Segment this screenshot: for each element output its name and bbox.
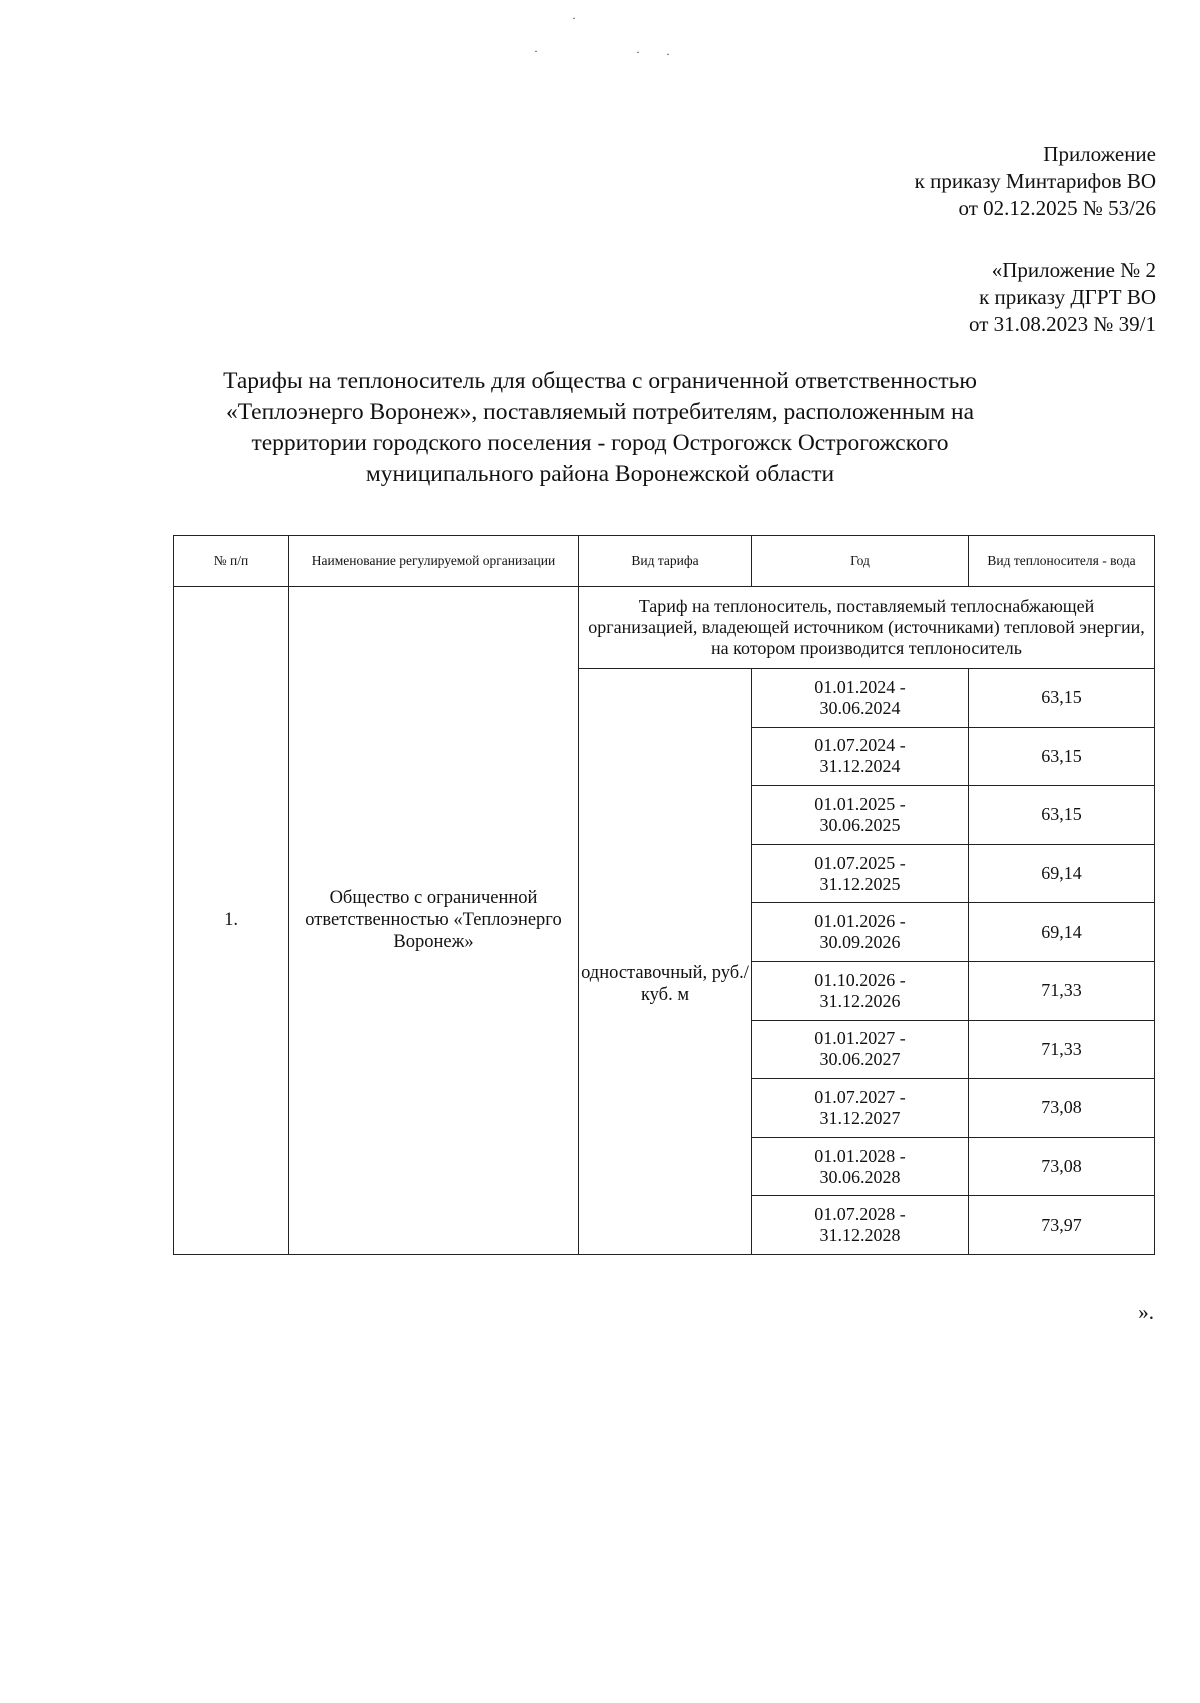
period-end: 31.12.2025 bbox=[819, 873, 901, 894]
header-organization: Наименование регулируемой организации bbox=[289, 536, 579, 587]
period-start: 01.10.2026 - bbox=[814, 969, 906, 990]
period-cell bbox=[752, 1196, 969, 1255]
period-start: 01.07.2028 - bbox=[814, 1204, 906, 1225]
original-order-reference: к приказу ДГРТ ВО bbox=[979, 285, 1156, 309]
period-end: 31.12.2024 bbox=[819, 756, 901, 777]
period-start: 01.01.2024 - bbox=[814, 676, 906, 697]
period-cell bbox=[752, 727, 969, 786]
tariff-value: 63,15 bbox=[969, 727, 1155, 786]
title-line: территории городского поселения - город Острогожск Острогожского bbox=[251, 430, 949, 456]
row-number: 1. bbox=[174, 587, 289, 1255]
period-cell bbox=[752, 1079, 969, 1138]
period-cell bbox=[752, 961, 969, 1020]
tariff-value: 73,97 bbox=[969, 1196, 1155, 1255]
original-order-date-number: от 31.08.2023 № 39/1 bbox=[968, 312, 1156, 336]
scan-speck: · bbox=[572, 11, 576, 25]
period-start: 01.07.2027 - bbox=[814, 1086, 906, 1107]
period-start: 01.07.2024 - bbox=[814, 735, 906, 756]
period-cell bbox=[752, 903, 969, 962]
table-header-row bbox=[174, 536, 1155, 587]
period-end: 30.06.2025 bbox=[819, 814, 901, 835]
original-appendix-reference bbox=[969, 257, 1156, 338]
header-tariff-type: Вид тарифа bbox=[579, 536, 752, 587]
tariff-value: 71,33 bbox=[969, 1020, 1155, 1079]
order-date-number: от 02.12.2025 № 53/26 bbox=[958, 196, 1156, 220]
period-cell bbox=[752, 844, 969, 903]
title-line: Тарифы на теплоноситель для общества с ограниченной ответственностью bbox=[223, 368, 977, 394]
original-appendix-label: «Приложение № 2 bbox=[991, 258, 1156, 282]
tariff-value: 69,14 bbox=[969, 844, 1155, 903]
appendix-label: Приложение bbox=[1043, 142, 1156, 166]
period-end: 31.12.2028 bbox=[819, 1225, 901, 1246]
document-title bbox=[150, 366, 1050, 490]
tariff-value: 73,08 bbox=[969, 1079, 1155, 1138]
scan-speck: · bbox=[636, 45, 640, 59]
title-line: муниципального района Воронежской области bbox=[365, 461, 835, 487]
tariff-value: 63,15 bbox=[969, 669, 1155, 728]
tariff-value: 63,15 bbox=[969, 786, 1155, 845]
title-line: «Теплоэнерго Воронеж», поставляемый потребителям, расположенным на bbox=[225, 399, 975, 425]
period-cell bbox=[752, 786, 969, 845]
header-year: Год bbox=[752, 536, 969, 587]
period-end: 30.06.2027 bbox=[819, 1049, 901, 1070]
period-start: 01.01.2025 - bbox=[814, 793, 906, 814]
period-cell bbox=[752, 1137, 969, 1196]
tariff-value: 69,14 bbox=[969, 903, 1155, 962]
period-cell bbox=[752, 1020, 969, 1079]
organization-name: Общество с ограниченной ответственностью «Теплоэнерго Воронеж» bbox=[289, 587, 579, 1255]
period-start: 01.01.2026 - bbox=[814, 911, 906, 932]
period-end: 30.06.2024 bbox=[819, 697, 901, 718]
tariff-kind: одноставочный, руб./куб. м bbox=[579, 669, 752, 1255]
period-start: 01.01.2027 - bbox=[814, 1028, 906, 1049]
tariff-value: 71,33 bbox=[969, 961, 1155, 1020]
scan-speck: · bbox=[666, 47, 670, 61]
period-end: 31.12.2027 bbox=[819, 1107, 901, 1128]
period-end: 31.12.2026 bbox=[819, 990, 901, 1011]
header-coolant-type: Вид теплоносителя - вода bbox=[969, 536, 1155, 587]
order-reference: к приказу Минтарифов ВО bbox=[914, 169, 1156, 193]
scan-speck: · bbox=[534, 44, 538, 58]
closing-quote: ». bbox=[1138, 1300, 1154, 1324]
tariff-subheader: Тариф на теплоноситель, поставляемый теплоснабжающей организацией, владеющей источником (источниками) тепловой энергии, на котором производится теплоноситель bbox=[579, 587, 1155, 669]
period-end: 30.06.2028 bbox=[819, 1166, 901, 1187]
period-cell bbox=[752, 669, 969, 728]
appendix-reference bbox=[915, 141, 1156, 222]
period-start: 01.07.2025 - bbox=[814, 852, 906, 873]
tariff-value: 73,08 bbox=[969, 1137, 1155, 1196]
period-end: 30.09.2026 bbox=[819, 932, 901, 953]
period-start: 01.01.2028 - bbox=[814, 1145, 906, 1166]
table-subheader-row bbox=[174, 587, 1155, 669]
tariff-table bbox=[173, 535, 1155, 1255]
header-number: № п/п bbox=[174, 536, 289, 587]
